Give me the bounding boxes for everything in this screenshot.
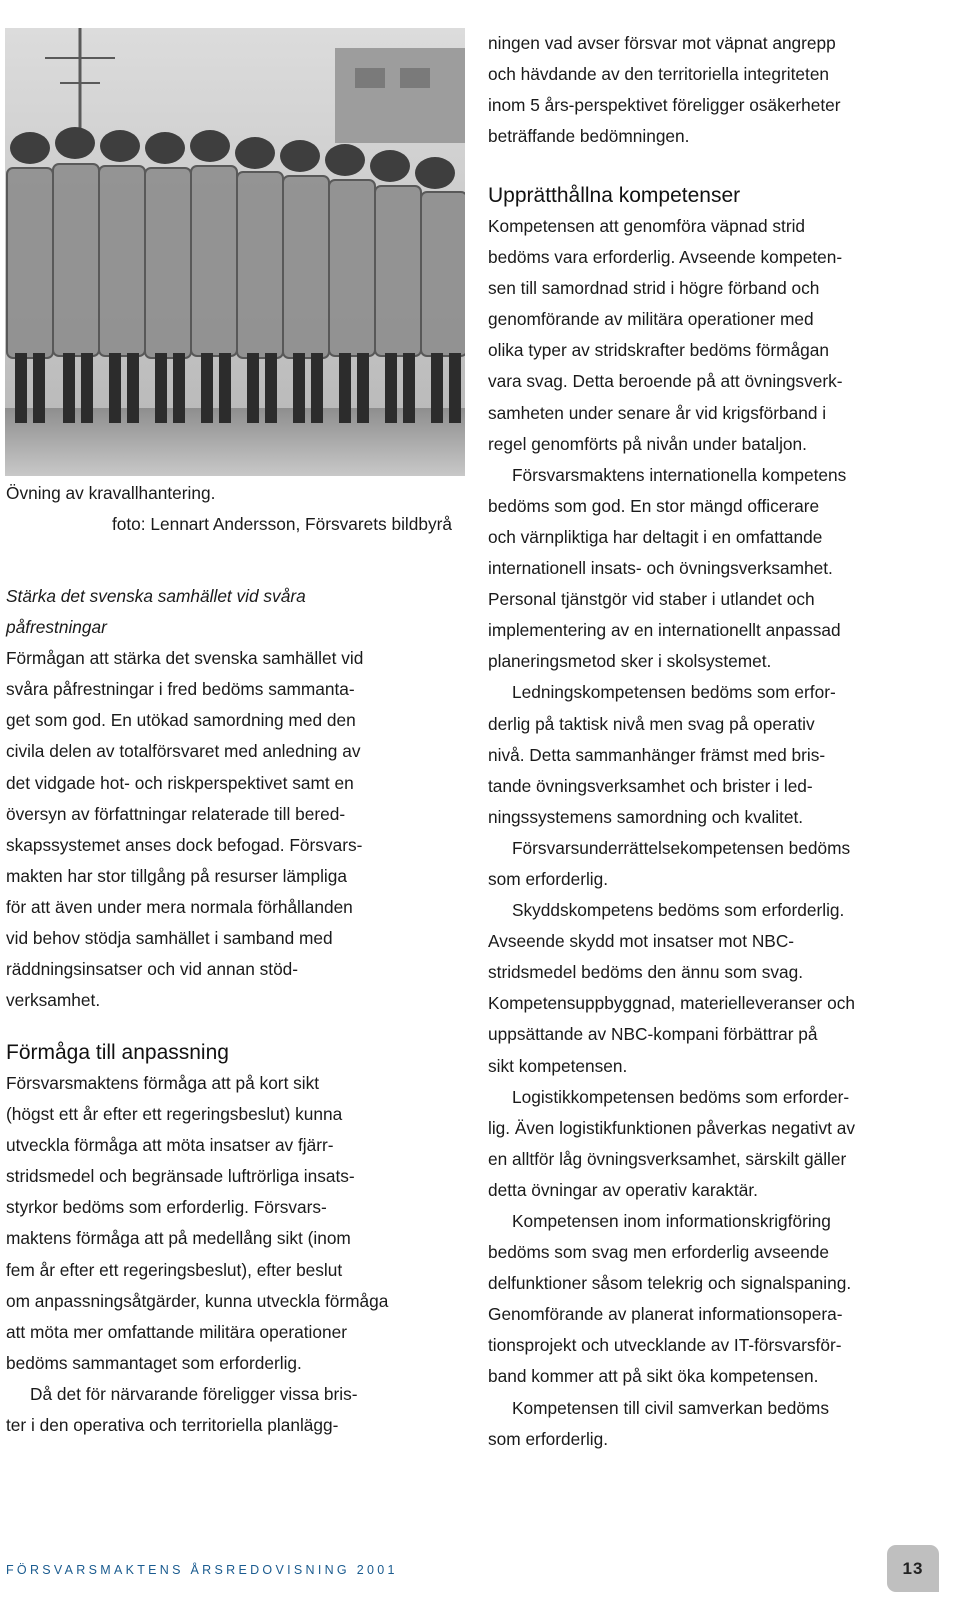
text-line: för att även under mera normala förhållanden <box>6 896 353 917</box>
caption-title: Övning av kravallhantering. <box>6 483 216 503</box>
text-line: vid behov stödja samhället i samband med <box>6 928 333 949</box>
section-heading: Stärka det svenska samhället vid svåra <box>6 586 306 606</box>
text-line: Då det för närvarande föreligger vissa bris- <box>30 1383 358 1404</box>
text-line: om anpassningsåtgärder, kunna utveckla förmåga <box>6 1290 389 1311</box>
text-line: ter i den operativa och territoriella planlägg- <box>6 1415 339 1436</box>
text-line: en alltför låg övningsverksamhet, särskilt gäller <box>488 1148 847 1169</box>
text-line: samheten under senare år vid krigsförband i <box>488 402 827 423</box>
text-line: get som god. En utökad samordning med den <box>6 710 356 731</box>
text-line: regel genomförts på nivån under bataljon. <box>488 433 807 454</box>
text-line: stridsmedel och begränsade luftrörliga insats- <box>6 1166 355 1187</box>
text-line: bedöms som god. En stor mängd officerare <box>488 495 820 516</box>
text-line: utveckla förmåga att möta insatser av fjärr- <box>6 1135 334 1156</box>
text-line: sikt kompetensen. <box>488 1055 628 1076</box>
text-line: och hävdande av den territoriella integriteten <box>488 64 830 85</box>
text-line: det vidgade hot- och riskperspektivet samt en <box>6 772 354 793</box>
text-line: Kompetensuppbyggnad, materielleveranser och <box>488 993 855 1014</box>
text-line: Logistikkompetensen bedöms som erforder- <box>512 1086 850 1107</box>
photo-caption <box>6 478 452 540</box>
text-line: Kompetensen inom informationskrigföring <box>512 1211 831 1231</box>
text-line: som erforderlig. <box>488 868 609 889</box>
text-line: Personal tjänstgör vid staber i utlandet och <box>488 589 815 610</box>
text-line: bedöms som svag men erforderlig avseende <box>488 1242 830 1263</box>
text-line: bedöms sammantaget som erforderlig. <box>6 1352 302 1373</box>
text-line: att möta mer omfattande militära operationer <box>6 1321 347 1342</box>
text-line: planeringsmetod sker i skolsystemet. <box>488 651 772 672</box>
text-line: Skyddskompetens bedöms som erforderlig. <box>512 900 845 921</box>
text-line: som erforderlig. <box>488 1428 609 1449</box>
text-line: genomförande av militära operationer med <box>488 309 814 330</box>
text-line: uppsättande av NBC-kompani förbättrar på <box>488 1024 818 1045</box>
text-line: internationell insats- och övningsverksamhet. <box>488 558 833 579</box>
caption-credit: foto: Lennart Andersson, Försvarets bildbyrå <box>111 514 452 534</box>
text-line: tionsprojekt och utvecklande av IT-försvarsför- <box>488 1335 842 1356</box>
text-line: Försvarsmaktens förmåga att på kort sikt <box>6 1073 320 1093</box>
text-line: inom 5 års-perspektivet föreligger osäkerheter <box>488 95 841 116</box>
section-kompetenser <box>488 181 940 1455</box>
text-line: Avseende skydd mot insatser mot NBC- <box>488 931 795 952</box>
text-line: räddningsinsatser och vid annan stöd- <box>6 959 299 980</box>
page-number: 13 <box>887 1545 939 1592</box>
text-line: översyn av författningar relaterade till bered- <box>6 803 346 824</box>
section-heading: Upprätthållna kompetenser <box>488 184 741 207</box>
text-line: styrkor bedöms som erforderlig. Försvars- <box>6 1197 327 1218</box>
text-line: lig. Även logistikfunktionen påverkas negativt av <box>488 1117 855 1138</box>
text-line: stridsmedel bedöms den ännu som svag. <box>488 962 804 983</box>
text-line: implementering av en internationellt anpassad <box>488 620 841 641</box>
text-line: delfunktioner såsom telekrig och signalspaning. <box>488 1273 852 1294</box>
text-line: Kompetensen att genomföra väpnad strid <box>488 216 806 236</box>
text-line: och värnpliktiga har deltagit i en omfattande <box>488 526 823 547</box>
text-line: svåra påfrestningar i fred bedöms sammanta- <box>6 679 355 700</box>
text-line: nivå. Detta sammanhänger främst med bris- <box>488 744 826 765</box>
text-line: makten har stor tillgång på resurser lämpliga <box>6 865 347 886</box>
section-samhallet <box>6 581 452 1016</box>
text-line: Ledningskompetensen bedöms som erfor- <box>512 682 836 703</box>
text-line: band kommer att på sikt öka kompetensen. <box>488 1366 819 1387</box>
text-line: derlig på taktisk nivå men svag på operativ <box>488 713 815 734</box>
text-line: Genomförande av planerat informationsopera- <box>488 1304 843 1325</box>
text-line: beträffande bedömningen. <box>488 126 690 147</box>
text-line: bedöms vara erforderlig. Avseende kompeten- <box>488 247 843 268</box>
section-body <box>6 1068 452 1441</box>
section-body <box>488 211 940 1455</box>
photo <box>5 28 465 476</box>
footer-publication: FÖRSVARSMAKTENS ÅRSREDOVISNING 2001 <box>6 1563 398 1577</box>
text-line: olika typer av stridskrafter bedöms förmågan <box>488 340 829 361</box>
text-line: tande övningsverksamhet och brister i led- <box>488 775 813 796</box>
text-line: ningen vad avser försvar mot väpnat angrepp <box>488 33 836 53</box>
text-line: fem år efter ett regeringsbeslut), efter beslut <box>6 1259 343 1280</box>
right-intro <box>488 28 940 152</box>
text-line: sen till samordnad strid i högre förband och <box>488 278 820 299</box>
section-heading: Förmåga till anpassning <box>6 1041 229 1064</box>
section-anpassning <box>6 1038 452 1441</box>
text-line: verksamhet. <box>6 990 101 1011</box>
text-line: Försvarsunderrättelsekompetensen bedöms <box>512 837 851 858</box>
section-body <box>6 643 452 1016</box>
text-line: (högst ett år efter ett regeringsbeslut) kunna <box>6 1104 343 1125</box>
text-line: ningssystemens samordning och kvalitet. <box>488 806 804 827</box>
text-line: detta övningar av operativ karaktär. <box>488 1179 758 1200</box>
photo-riot-police-icon <box>5 28 465 476</box>
text-line: Förmågan att stärka det svenska samhället vid <box>6 648 364 669</box>
text-line: maktens förmåga att på medellång sikt (inom <box>6 1228 351 1249</box>
text-line: vara svag. Detta beroende på att övningsverk- <box>488 371 843 392</box>
text-line: skapssystemet anses dock befogad. Försvars- <box>6 834 363 855</box>
text-line: civila delen av totalförsvaret med anledning av <box>6 741 361 762</box>
text-line: Kompetensen till civil samverkan bedöms <box>512 1397 829 1418</box>
section-heading: påfrestningar <box>6 617 107 638</box>
text-line: Försvarsmaktens internationella kompetens <box>512 464 847 485</box>
